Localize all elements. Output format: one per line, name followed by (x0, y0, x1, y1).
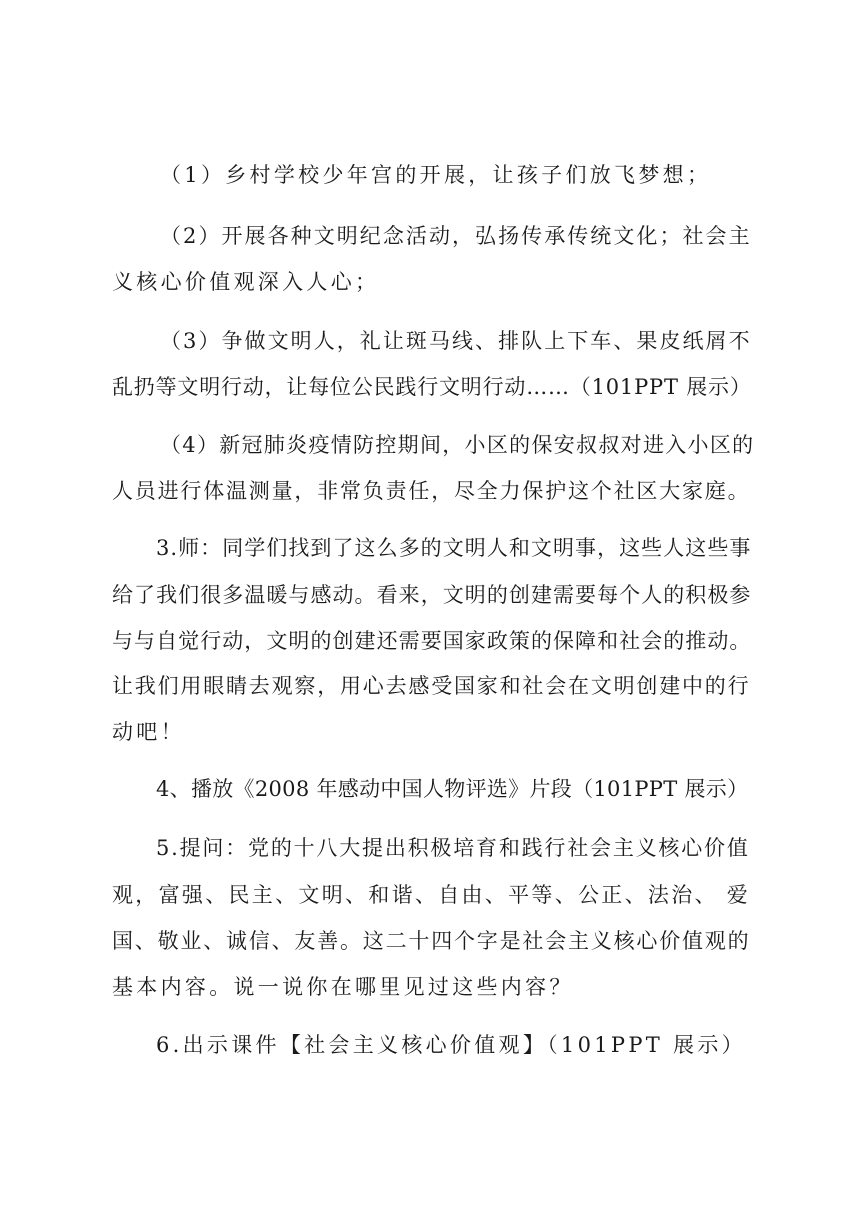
paragraph-6-line-1: 4、播放《2008 年感动中国人物评选》片段（101PPT 展示） (156, 777, 749, 801)
paragraph-3-line-2: 乱扔等文明行动，让每位公民践行文明行动……（101PPT 展示） (112, 375, 752, 399)
paragraph-2-line-2: 义核心价值观深入人心； (112, 270, 380, 294)
paragraph-2-line-1: （2）开展各种文明纪念活动，弘扬传承传统文化；社会主 (160, 224, 752, 248)
paragraph-7-line-2: 观，富强、民主、文明、和谐、自由、平等、公正、法治、 爱 (112, 883, 751, 907)
paragraph-5-line-2: 给了我们很多温暖与感动。看来，文明的创建需要每个人的积极参 (112, 583, 752, 607)
paragraph-4-line-2: 人员进行体温测量，非常负责任，尽全力保护这个社区大家庭。 (112, 479, 751, 503)
paragraph-7-line-4: 基本内容。说一说你在哪里见过这些内容？ (112, 975, 574, 999)
paragraph-5-line-4: 让我们用眼睛去观察，用心去感受国家和社会在文明创建中的行 (112, 674, 751, 698)
paragraph-3-line-1: （3）争做文明人，礼让斑马线、排队上下车、果皮纸屑不 (160, 329, 752, 353)
paragraph-7-line-1: 5.提问：党的十八大提出积极培育和践行社会主义核心价值 (156, 836, 750, 860)
paragraph-8-line-1: 6.出示课件【社会主义核心价值观】（101PPT 展示） (156, 1033, 746, 1057)
paragraph-4-line-1: （4）新冠肺炎疫情防控期间，小区的保安叔叔对进入小区的 (160, 433, 755, 457)
paragraph-5-line-1: 3.师：同学们找到了这么多的文明人和文明事，这些人这些事 (156, 536, 752, 560)
paragraph-5-line-5: 动吧！ (112, 720, 185, 744)
paragraph-5-line-3: 与与自觉行动，文明的创建还需要国家政策的保障和社会的推动。 (112, 629, 752, 653)
paragraph-1-line-1: （1）乡村学校少年宫的开展，让孩子们放飞梦想； (160, 163, 712, 187)
paragraph-7-line-3: 国、敬业、诚信、友善。这二十四个字是社会主义核心价值观的 (112, 929, 751, 953)
